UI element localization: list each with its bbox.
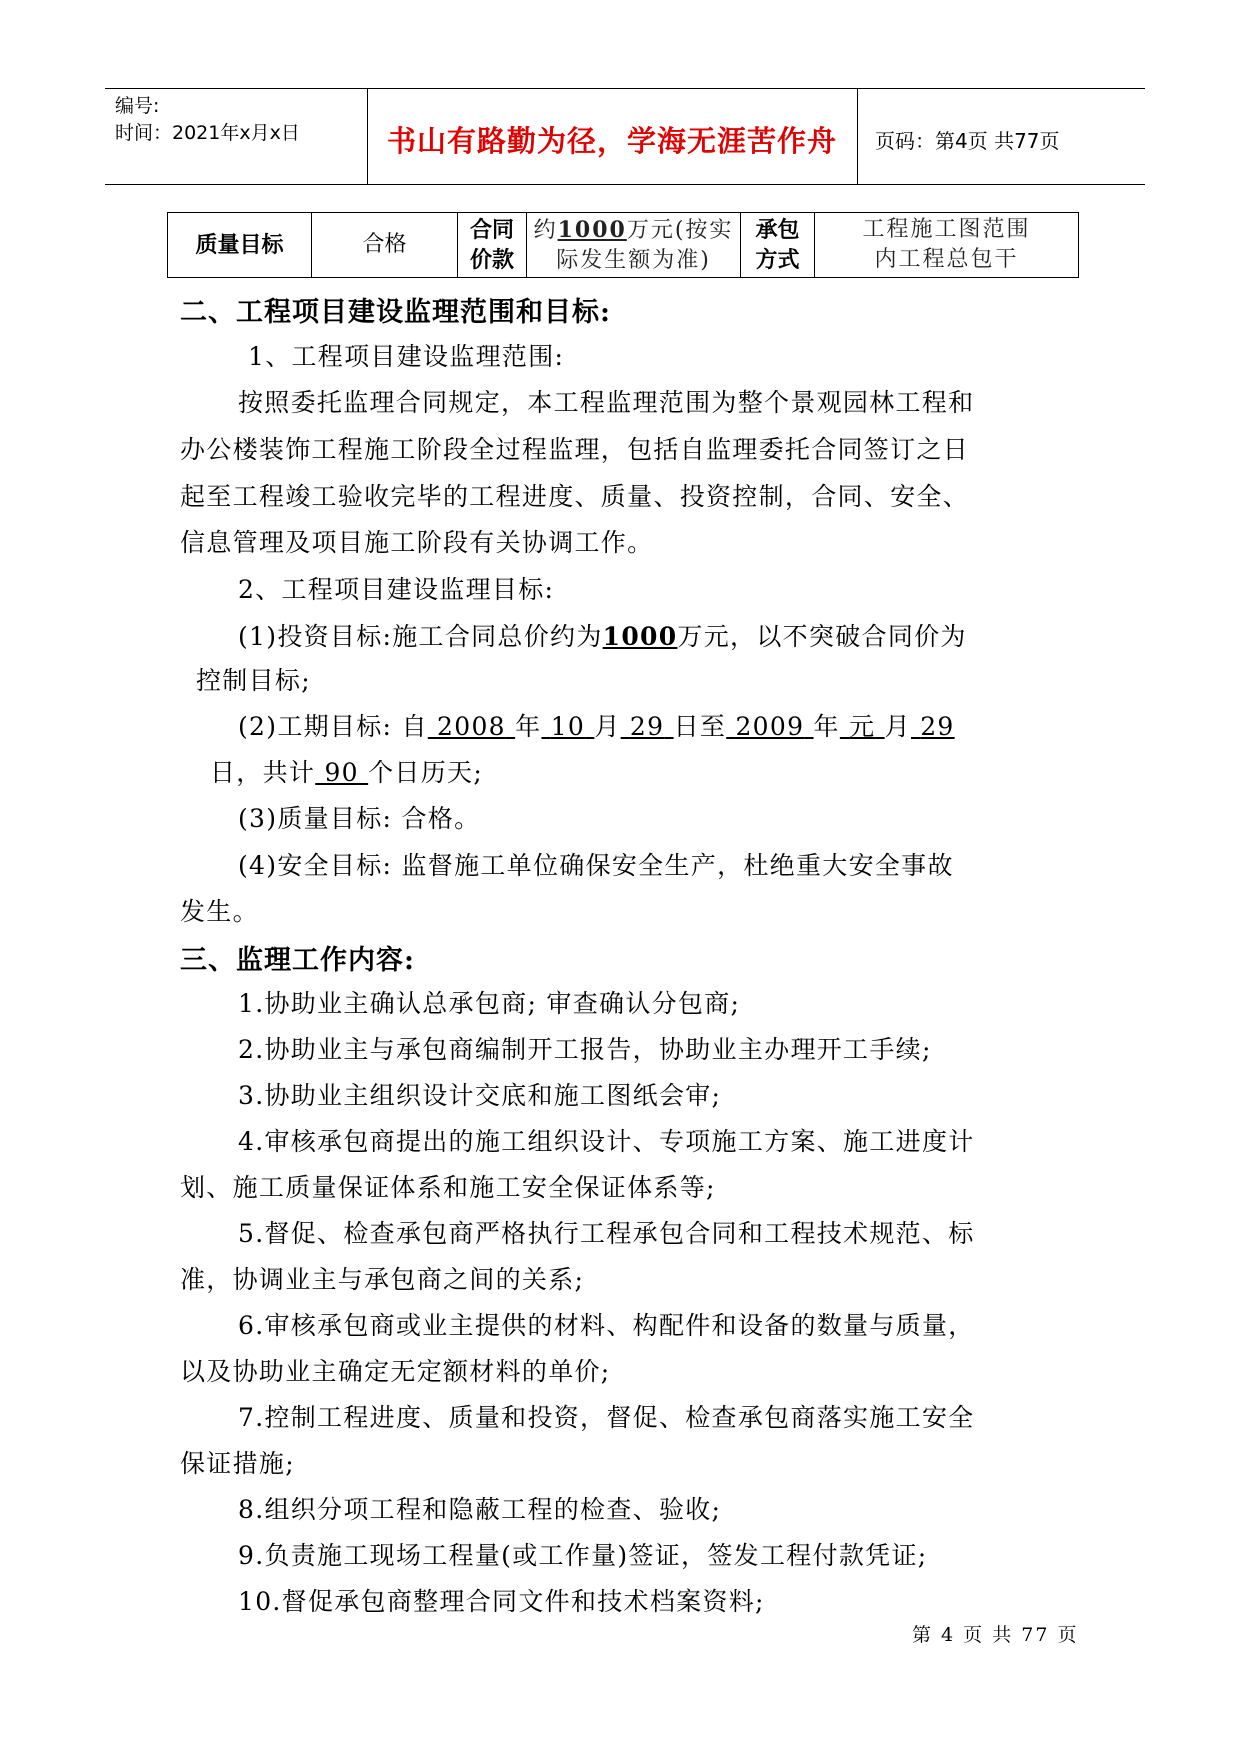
price-label-line: 合同: [469, 217, 514, 243]
paragraph-line: 办公楼装饰工程施工阶段全过程监理，包括自监理委托合同签订之日: [180, 435, 970, 464]
start-year-value: 2008: [437, 712, 506, 741]
list-item: 3.协助业主组织设计交底和施工图纸会审;: [238, 1081, 722, 1110]
total-days: [315, 758, 368, 787]
list-item: 7.控制工程进度、质量和投资，督促、检查承包商落实施工安全: [238, 1403, 975, 1432]
page-header: [105, 88, 1145, 185]
list-item-cont: 保证措施;: [180, 1449, 295, 1478]
subheading-2: 2、工程项目建设监理目标:: [238, 575, 555, 604]
paragraph-line: 信息管理及项目施工阶段有关协调工作。: [180, 528, 654, 557]
list-item: 9.负责施工现场工程量(或工作量)签证，签发工程付款凭证;: [238, 1541, 928, 1570]
mode-label-line: 承包: [755, 217, 800, 243]
list-item: 8.组织分项工程和隐蔽工程的检查、验收;: [238, 1495, 722, 1524]
price-value-text: 万元(按实: [626, 217, 734, 243]
page-footer: 第 4 页 共 77 页: [912, 1624, 1079, 1646]
mode-value: [815, 213, 1079, 278]
subheading-1: 1、工程项目建设监理范围:: [248, 342, 565, 371]
start-day: [621, 712, 674, 741]
end-day-value: 29: [920, 712, 955, 741]
goal-text: 个日历天;: [368, 758, 484, 787]
header-divider: [857, 89, 858, 184]
goal-investment-cont: 控制目标;: [196, 666, 311, 695]
goal-text: 年: [515, 712, 542, 741]
section-3-title: 三、监理工作内容:: [180, 945, 415, 976]
goal-text: 日，共计: [210, 758, 316, 787]
end-year: [726, 712, 813, 741]
goal-text: 年: [813, 712, 840, 741]
list-item: 6.审核承包商或业主提供的材料、构配件和设备的数量与质量，: [238, 1311, 975, 1340]
price-label: [458, 213, 527, 278]
price-value-line: 际发生额为准): [556, 247, 711, 273]
list-item-cont: 准，协调业主与承包商之间的关系;: [180, 1265, 585, 1294]
list-item: 2.协助业主与承包商编制开工报告，协助业主办理开工手续;: [238, 1035, 932, 1064]
mode-value-line: 内工程总包干: [874, 247, 1019, 272]
goal-text: 月: [884, 712, 911, 741]
page-label: 页码：第4页 共77页: [875, 129, 1060, 153]
end-year-value: 2009: [735, 712, 805, 741]
mode-label: [741, 213, 815, 278]
quality-value: 合格: [312, 213, 458, 278]
price-value-amount: 1000: [557, 216, 627, 243]
price-label-line: 价款: [469, 247, 514, 273]
goal-investment: [238, 617, 967, 653]
goal-text: 月: [594, 712, 621, 741]
goal-schedule-cont: [210, 753, 483, 789]
start-month: [541, 712, 594, 741]
info-table: [167, 212, 1079, 278]
list-item: 1.协助业主确认总承包商; 审查确认分包商;: [238, 989, 741, 1018]
number-label: 编号:: [115, 95, 160, 117]
goal-text: (1)投资目标:施工合同总价约为: [238, 622, 603, 651]
goal-safety-cont: 发生。: [180, 897, 259, 926]
start-month-value: 10: [550, 712, 586, 741]
goal-text: 万元，以不突破合同价为: [677, 622, 967, 651]
list-item: 5.督促、检查承包商严格执行工程承包合同和工程技术规范、标: [238, 1219, 975, 1248]
mode-label-line: 方式: [755, 247, 800, 273]
goal-text: (2)工期目标: 自: [238, 712, 428, 741]
list-item: 10.督促承包商整理合同文件和技术档案资料;: [238, 1587, 765, 1616]
goal-safety: (4)安全目标: 监督施工单位确保安全生产，杜绝重大安全事故: [238, 851, 954, 880]
paragraph-line: 起至工程竣工验收完毕的工程进度、质量、投资控制，合同、安全、: [180, 482, 970, 511]
total-days-value: 90: [324, 758, 359, 787]
goal-schedule: [238, 707, 955, 743]
start-year: [428, 712, 515, 741]
header-left: [115, 93, 300, 147]
goal-quality: (3)质量目标: 合格。: [238, 804, 481, 833]
goal-amount: 1000: [602, 622, 678, 651]
end-day: [911, 712, 955, 741]
start-day-value: 29: [629, 712, 665, 741]
end-month: [840, 712, 885, 741]
time-label: 时间：2021年x月x日: [115, 122, 300, 144]
end-month-value: 元: [849, 712, 876, 741]
section-2-title: 二、工程项目建设监理范围和目标:: [180, 297, 611, 328]
list-item: 4.审核承包商提出的施工组织设计、专项施工方案、施工进度计: [238, 1127, 975, 1156]
mode-value-line: 工程施工图范围: [862, 217, 1031, 242]
quality-label: 质量目标: [168, 213, 312, 278]
price-value: [527, 213, 741, 278]
list-item-cont: 划、施工质量保证体系和施工安全保证体系等;: [180, 1173, 716, 1202]
list-item-cont: 以及协助业主确定无定额材料的单价;: [180, 1357, 611, 1386]
goal-text: 日至: [673, 712, 727, 741]
paragraph-line: 按照委托监理合同规定，本工程监理范围为整个景观园林工程和: [238, 388, 975, 417]
price-value-line: [531, 215, 736, 246]
slogan: 书山有路勤为径，学海无涯苦作舟: [386, 124, 837, 158]
price-value-text: 约: [533, 217, 558, 243]
